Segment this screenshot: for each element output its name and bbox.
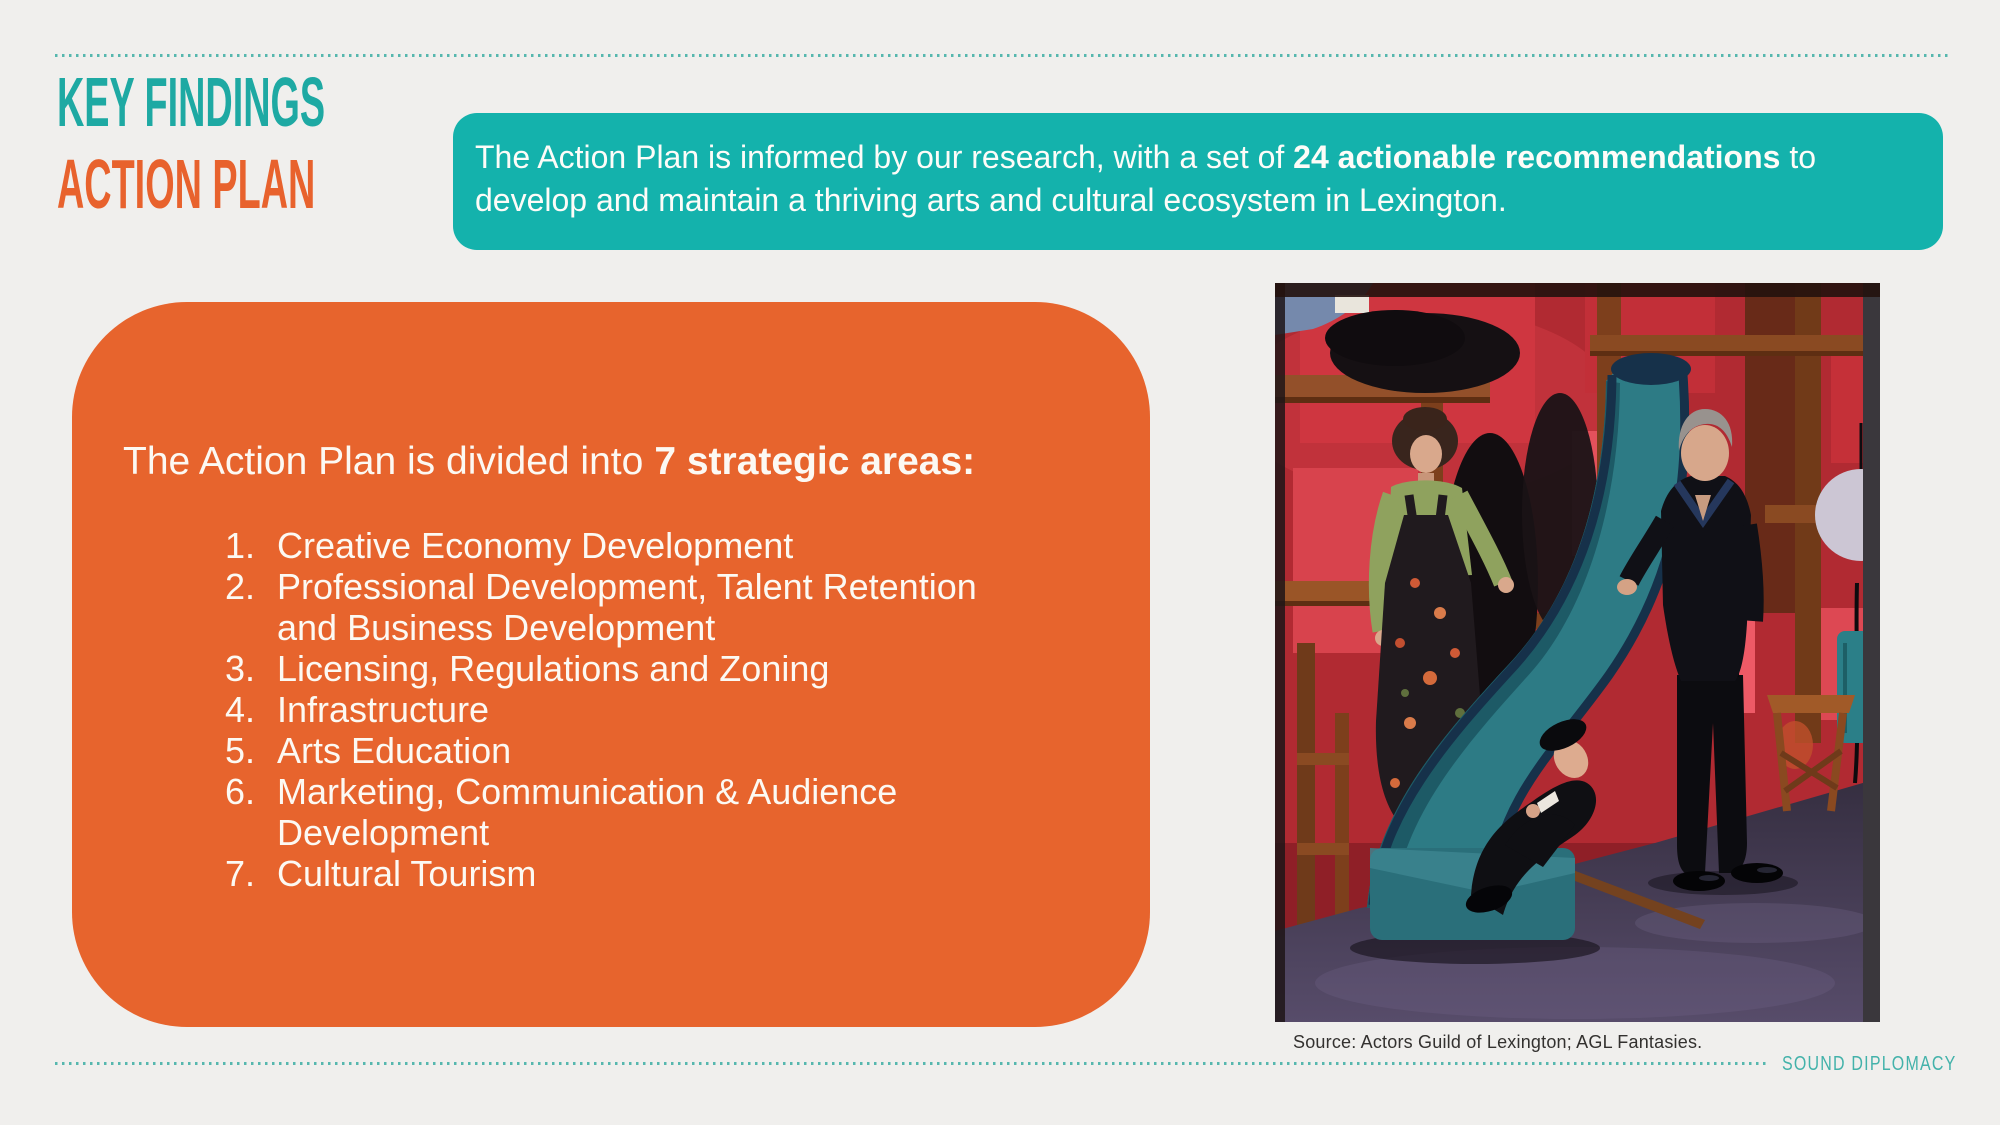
banner-highlight: 24 actionable recommendations: [1293, 139, 1781, 175]
brand-logo: SOUND DIPLOMACY: [1782, 1053, 1957, 1075]
list-item: [225, 525, 1022, 566]
list-item-number: 5.: [225, 730, 256, 771]
theater-photo-illustration: [1275, 283, 1880, 1022]
list-item-number: 2.: [225, 566, 256, 607]
list-item-number: 1.: [225, 525, 256, 566]
list-item: [225, 730, 1022, 771]
list-item: [225, 566, 1022, 648]
page-title: KEY FINDINGS: [57, 63, 326, 141]
list-item-number: 7.: [225, 853, 256, 894]
strategic-areas-list: [225, 525, 1022, 894]
banner-text-after: to develop and maintain a thriving arts and cultural ecosystem in Lexington.: [475, 139, 1817, 218]
list-item-label: Arts Education: [277, 730, 512, 771]
list-item-number: 3.: [225, 648, 256, 689]
list-item-label: Infrastructure: [277, 689, 490, 730]
strategic-areas-card: [72, 302, 1150, 1027]
list-item-label: Licensing, Regulations and Zoning: [277, 648, 830, 689]
list-item-label: Creative Economy Development: [277, 525, 794, 566]
card-heading-bold: 7 strategic areas:: [654, 440, 976, 483]
list-item-number: 6.: [225, 771, 256, 812]
banner-text-before: The Action Plan is informed by our research, with a set of: [475, 139, 1294, 175]
list-item: [225, 689, 1022, 730]
card-heading: [123, 439, 975, 485]
top-dotted-divider: [55, 54, 1950, 57]
theater-photo: [1275, 283, 1880, 1022]
list-item-label: Marketing, Communication & Audience Development: [277, 771, 898, 853]
page-subtitle: ACTION PLAN: [57, 145, 316, 223]
intro-banner: [453, 113, 1943, 250]
list-item: [225, 648, 1022, 689]
intro-banner-text: [475, 136, 1918, 222]
list-item: [225, 853, 1022, 894]
bottom-dotted-divider: [55, 1062, 1767, 1065]
list-item-label: Cultural Tourism: [277, 853, 537, 894]
card-heading-regular: The Action Plan is divided into: [123, 440, 644, 483]
list-item-number: 4.: [225, 689, 256, 730]
photo-source-caption: Source: Actors Guild of Lexington; AGL Fantasies.: [1293, 1032, 1703, 1052]
list-item: [225, 771, 1022, 853]
list-item-label: Professional Development, Talent Retention and Business Development: [277, 566, 977, 648]
